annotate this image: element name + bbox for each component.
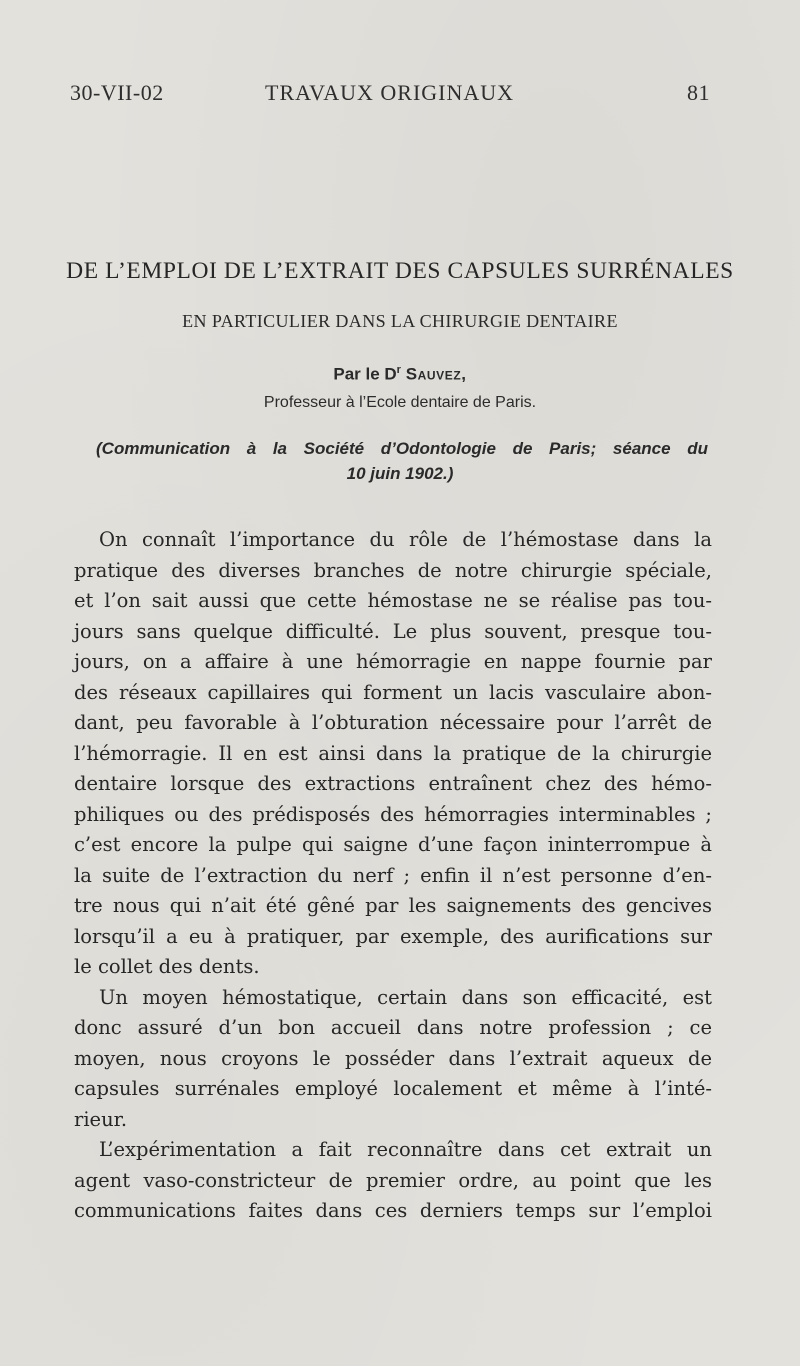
author-byline (40, 364, 760, 385)
byline-prefix: Par le D (333, 364, 397, 384)
byline-superscript: r (396, 364, 401, 376)
body-line: philiques ou des prédisposés des hémorragies interminables ; (74, 802, 712, 826)
body-line: et l’on sait aussi que cette hémostase ne se réalise pas tou- (74, 589, 712, 612)
body-line: le collet des dents. (74, 955, 260, 978)
body-line: dant, peu favorable à l’obturation nécessaire pour l’arrêt de (74, 711, 712, 734)
body-line: agent vaso-constricteur de premier ordre, au point que les (74, 1168, 712, 1192)
page-number: 81 (687, 80, 710, 105)
body-line: On connaît l’importance du rôle de l’hémostase dans la (99, 528, 712, 551)
header-date: 30-VII-02 (70, 80, 164, 105)
body-line: donc assuré d’un bon accueil dans notre profession ; ce (74, 1016, 712, 1039)
body-line: L’expérimentation a fait reconnaître dans cet extrait un (99, 1138, 712, 1161)
communication-note-line-2: 10 juin 1902.) (346, 464, 454, 483)
body-line: jours, on a affaire à une hémorragie en nappe fournie par (74, 650, 712, 673)
body-line: capsules surrénales employé localement et même à l’inté- (74, 1077, 712, 1100)
body-line: jours sans quelque difficulté. Le plus souvent, presque tou- (74, 619, 712, 643)
author-affiliation: Professeur à l’Ecole dentaire de Paris. (263, 394, 537, 411)
body-line: pratique des diverses branches de notre chirurgie spéciale, (74, 558, 712, 582)
body-line: c’est encore la pulpe qui saigne d’une façon ininterrompue à (74, 833, 712, 856)
body-line: communications faites dans ces derniers temps sur l’emploi (74, 1199, 712, 1222)
communication-note-line-1: (Communication à la Société d’Odontologie de Paris; séance du (96, 439, 708, 458)
body-line: tre nous qui n’ait été gêné par les saignements des gencives (74, 894, 712, 917)
article-title: DE L’EMPLOI DE L’EXTRAIT DES CAPSULES SURRÉNALES (66, 258, 734, 284)
body-line: moyen, nous croyons le posséder dans l’extrait aqueux de (74, 1046, 712, 1070)
body-line: lorsqu’il a eu à pratiquer, par exemple, des aurifications sur (74, 924, 712, 948)
body-line: la suite de l’extraction du nerf ; enfin il n’est personne d’en- (74, 863, 712, 887)
body-line: rieur. (74, 1107, 128, 1131)
article-subtitle: EN PARTICULIER DANS LA CHIRURGIE DENTAIRE (182, 311, 618, 331)
author-name: Sauvez, (405, 364, 467, 384)
body-line: des réseaux capillaires qui forment un lacis vasculaire abon- (74, 680, 712, 704)
body-line: l’hémorragie. Il en est ainsi dans la pratique de la chirurgie (74, 741, 712, 765)
header-section-title: TRAVAUX ORIGINAUX (265, 80, 515, 105)
running-header (70, 80, 710, 114)
body-line: Un moyen hémostatique, certain dans son efficacité, est (99, 985, 712, 1009)
body-line: dentaire lorsque des extractions entraînent chez des hémo- (74, 772, 712, 795)
